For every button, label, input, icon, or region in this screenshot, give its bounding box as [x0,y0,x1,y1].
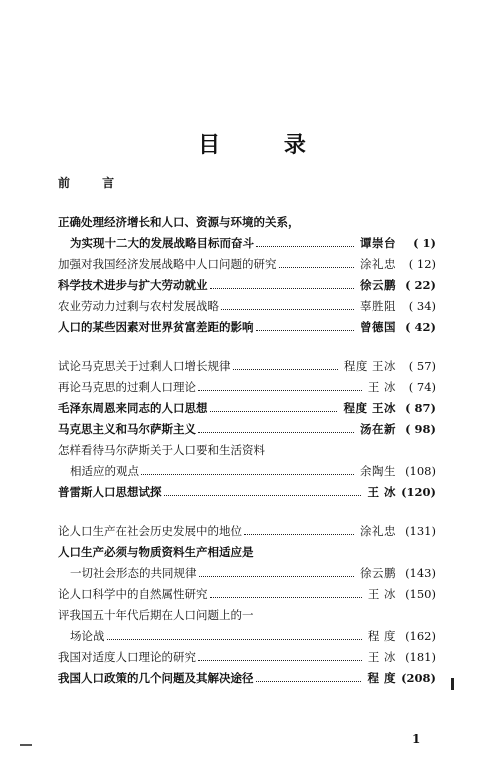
entry-title: 论人口科学中的自然属性研究 [58,587,208,601]
toc-entry [58,233,436,254]
entry-author: 涂礼忠 [360,524,396,538]
dot-leader [141,474,354,475]
ink-mark [451,678,454,690]
toc-entry [58,356,436,377]
entry-title: 我国人口政策的几个问题及其解决途径 [58,671,254,685]
entry-page: (208) [401,671,436,685]
entry-page: ( 98) [405,422,436,436]
entry-title: 一切社会形态的共同规律 [70,566,197,580]
toc-entry [58,521,436,542]
entry-author: 汤在新 [360,422,396,436]
toc-entry [58,647,436,668]
toc-entry [58,605,436,626]
toc-entry [58,296,436,317]
toc-section [58,356,436,503]
entry-title: 为实现十二大的发展战略目标而奋斗 [70,236,254,250]
entry-page: ( 1) [413,236,436,250]
toc-entry [58,482,436,503]
entry-page: (162) [405,629,436,643]
entry-page: ( 12) [408,257,436,271]
dot-leader [221,309,354,310]
dot-leader [210,288,355,289]
entry-page: ( 22) [405,278,436,292]
entry-title: 论人口生产在社会历史发展中的地位 [58,524,242,538]
entry-title: 试论马克思关于过剩人口增长规律 [58,359,231,373]
entry-author: 涂礼忠 [360,257,396,271]
preface-heading: 前 言 [58,176,129,190]
dot-leader [164,495,362,496]
dot-leader [198,390,362,391]
toc-entry [58,542,436,563]
dot-leader [198,432,354,433]
entry-page: ( 34) [408,299,436,313]
entry-title: 人口生产必须与物质资料生产相适应是 [58,545,254,559]
entry-page: (150) [405,587,436,601]
entry-author: 程 度 [367,629,396,643]
toc-entry [58,212,436,233]
entry-title: 再论马克思的过剩人口理论 [58,380,196,394]
entry-page: (131) [405,524,436,538]
dot-leader [107,639,362,640]
dot-leader [233,369,338,370]
entry-author: 程 度 [367,671,396,685]
entry-page: (181) [405,650,436,664]
entry-author: 王 冰 [367,380,396,394]
entry-author: 余陶生 [360,464,396,478]
toc-entry [58,377,436,398]
toc-entry [58,668,436,689]
ink-mark [20,744,32,746]
toc-section [58,521,436,689]
entry-author: 程度 王冰 [343,401,396,415]
entry-title: 人口的某些因素对世界贫富差距的影响 [58,320,254,334]
entry-author: 曾德国 [360,320,396,334]
entry-title: 科学技术进步与扩大劳动就业 [58,278,208,292]
entry-title: 加强对我国经济发展战略中人口问题的研究 [58,257,277,271]
entry-title: 场论战 [70,629,105,643]
dot-leader [279,267,355,268]
entry-author: 辜胜阻 [360,299,396,313]
toc-entry [58,398,436,419]
page-title: 目 录 [198,133,334,158]
entry-author: 程度 王冰 [343,359,396,373]
entry-page: (143) [405,566,436,580]
toc-entry [58,626,436,647]
entry-title: 评我国五十年代后期在人口问题上的一 [58,608,254,622]
toc-entry [58,419,436,440]
dot-leader [210,597,362,598]
dot-leader [256,681,362,682]
entry-title: 毛泽东周恩来同志的人口思想 [58,401,208,415]
page-number: 1 [412,732,421,746]
toc-entry [58,584,436,605]
dot-leader [199,576,355,577]
toc-entry [58,317,436,338]
entry-page: ( 57) [408,359,436,373]
toc-entry [58,440,436,461]
table-of-contents [58,212,436,707]
entry-page: (108) [405,464,436,478]
toc-entry [58,275,436,296]
dot-leader [244,534,354,535]
entry-author: 王 冰 [367,587,396,601]
entry-author: 王 冰 [367,650,396,664]
entry-title: 农业劳动力过剩与农村发展战略 [58,299,219,313]
entry-title: 相适应的观点 [70,464,139,478]
entry-author: 徐云鹏 [360,278,396,292]
entry-author: 王 冰 [367,485,396,499]
entry-title: 马克思主义和马尔萨斯主义 [58,422,196,436]
toc-entry [58,563,436,584]
toc-section [58,212,436,338]
toc-entry [58,461,436,482]
entry-title: 正确处理经济增长和人口、资源与环境的关系， [58,215,300,229]
entry-title: 怎样看待马尔萨斯关于人口要和生活资料 [58,443,265,457]
entry-title: 我国对适度人口理论的研究 [58,650,196,664]
dot-leader [256,246,354,247]
entry-page: (120) [401,485,436,499]
entry-page: ( 42) [405,320,436,334]
entry-author: 谭崇台 [360,236,396,250]
toc-entry [58,254,436,275]
dot-leader [210,411,338,412]
dot-leader [256,330,355,331]
entry-page: ( 87) [405,401,436,415]
entry-author: 徐云鹏 [360,566,396,580]
entry-page: ( 74) [408,380,436,394]
dot-leader [198,660,362,661]
entry-title: 普雷斯人口思想试探 [58,485,162,499]
